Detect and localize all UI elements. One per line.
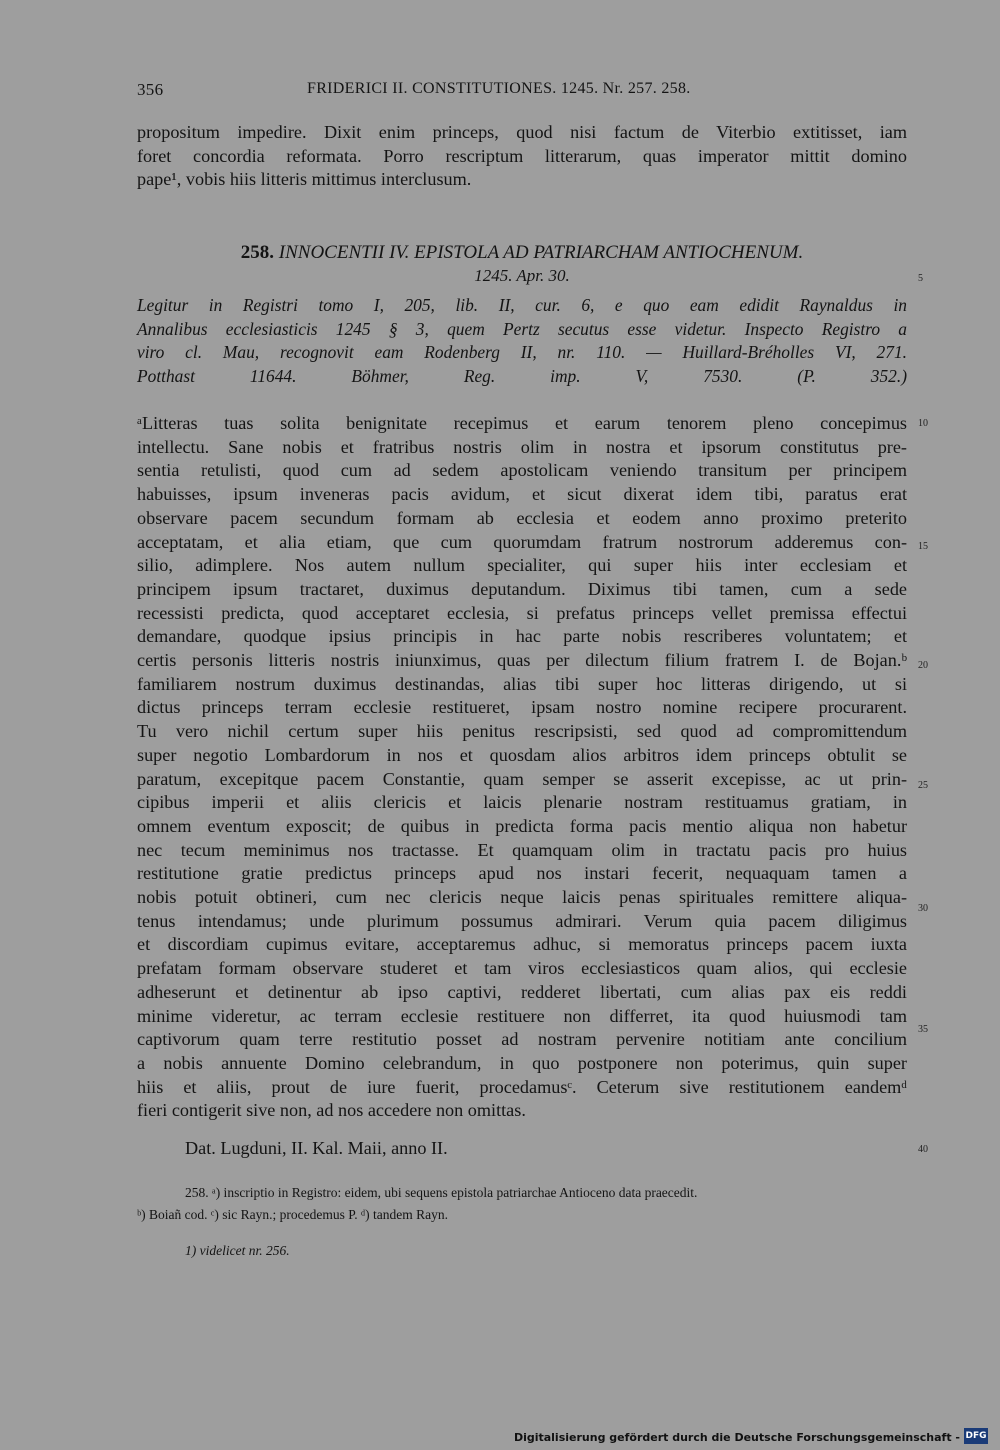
line-number: 15 bbox=[918, 541, 928, 552]
dating-clause: Dat. Lugduni, II. Kal. Maii, anno II. bbox=[185, 1138, 448, 1158]
line-number: 10 bbox=[918, 418, 928, 429]
body-line: prefatam formam observare studeret et tam viros ecclesiasticos quam alios, qui ecclesie bbox=[137, 958, 907, 979]
body-line: minime videretur, ac terram ecclesie restituere non differret, ita quod huiusmodi tam bbox=[137, 1005, 907, 1026]
body-line: cipibus imperii et aliis clericis et laicis plenarie nostram restituamus gratiam, in bbox=[137, 792, 907, 813]
document-intro bbox=[137, 294, 907, 388]
body-line: nec tecum meminimus nos tractasse. Et quamquam olim in tractatu pacis pro huius bbox=[137, 839, 907, 860]
line-number: 20 bbox=[918, 660, 928, 671]
body-line: a nobis annuente Domino celebrandum, in quo postponere non poterimus, quin super bbox=[137, 1052, 907, 1073]
previous-text bbox=[137, 121, 907, 192]
body-line: ᵃLitteras tuas solita benignitate recepimus et earum tenorem pleno concepimus bbox=[137, 413, 907, 433]
body-line: fieri contigerit sive non, ad nos accedere non omittas. bbox=[137, 1100, 526, 1121]
body-line: demandare, quodque ipsius principis in hac parte nobis rescriberes voluntatem; et bbox=[137, 626, 907, 647]
body-line: recessisti predicta, quod acceptaret ecclesia, si prefatus princeps vellet premissa effectui bbox=[137, 602, 907, 623]
document-title-text: INNOCENTII IV. EPISTOLA AD PATRIARCHAM ANTIOCHENUM. bbox=[278, 242, 804, 263]
footnote: 1) videlicet nr. 256. bbox=[185, 1243, 290, 1258]
document-date: 1245. Apr. 30. bbox=[474, 266, 570, 285]
body-line: super negotio Lombardorum in nos et quosdam alios arbitros idem princeps obtulit se bbox=[137, 744, 907, 765]
intro-line: Annalibus ecclesiasticis 1245 § 3, quem Pertz secutus esse videtur. Inspecto Registro a bbox=[137, 318, 907, 339]
dfg-logo: DFG bbox=[964, 1428, 988, 1444]
digitization-credit: Digitalisierung gefördert durch die Deutsche Forschungsgemeinschaft - bbox=[513, 1431, 960, 1444]
body-line: silio, adimplere. Nos autem nullum specialiter, qui super hiis inter ecclesiam et bbox=[137, 555, 907, 576]
body-line: tenus intendamus; unde plurimum possumus admirari. Verum quia pacem diligimus bbox=[137, 910, 907, 931]
body-line: nobis potuit obtineri, cum nec clericis neque laicis penas spirituales remittere aliqua- bbox=[137, 887, 907, 908]
body-line: captivorum quam terre restitutio posset ad nostram pervenire notitiam ante concilium bbox=[137, 1029, 907, 1050]
critical-apparatus bbox=[137, 1182, 907, 1226]
line-number: 35 bbox=[918, 1024, 928, 1035]
body-line: restitutione gratie predictus princeps apud nos instari fecerit, nequaquam tamen a bbox=[137, 863, 907, 884]
body-line: familiarem nostrum duximus destinandas, alias tibi super hoc litteras dirigendo, ut si bbox=[137, 673, 907, 694]
body-line: principem ipsum tractaret, duximus deputandum. Diximus tibi tamen, cum a sede bbox=[137, 578, 907, 599]
body-line: Tu vero nichil certum super hiis penitus rescripsisti, sed quod ad compromittendum bbox=[137, 721, 907, 742]
line-number: 25 bbox=[918, 780, 928, 791]
body-line: et discordiam cupimus evitare, acceptaremus adhuc, si memoratus princeps pacem iuxta bbox=[137, 934, 907, 955]
line-number: 40 bbox=[918, 1144, 928, 1155]
body-line: habuisses, ipsum inveneras pacis avidum, et sicut dixerat idem tibi, paratus erat bbox=[137, 484, 907, 505]
intro-line: viro cl. Mau, recognovit eam Rodenberg II, nr. 110. — Huillard-Bréholles VI, 271. bbox=[137, 342, 907, 362]
apparatus-line: 258. ᵃ) inscriptio in Registro: eidem, ubi sequens epistola patriarchae Antioceno data praecedit. bbox=[185, 1185, 698, 1200]
text-line: pape¹, vobis hiis litteris mittimus interclusum. bbox=[137, 169, 472, 190]
body-line: omnem eventum exposcit; de quibus in predicta forma pacis mentio aliqua non habetur bbox=[137, 815, 907, 836]
text-line: propositum impedire. Dixit enim princeps, quod nisi factum de Viterbio extitisset, iam bbox=[137, 122, 907, 142]
body-line: adheserunt et detinentur ab ipso captivi, redderet libertati, cum alias pax eis reddi bbox=[137, 981, 907, 1002]
document-body bbox=[137, 412, 907, 1123]
apparatus-line: ᵇ) Boiañ cod. ᶜ) sic Rayn.; procedemus P. ᵈ) tandem Rayn. bbox=[137, 1207, 449, 1222]
body-line: intellectu. Sane nobis et fratribus nostris olim in nostra et ipsorum constitutus pre- bbox=[137, 436, 907, 457]
intro-line: Legitur in Registri tomo I, 205, lib. II, cur. 6, e quo eam edidit Raynaldus in bbox=[137, 295, 907, 315]
document-title bbox=[137, 242, 907, 264]
line-number: 5 bbox=[918, 273, 923, 284]
line-number: 30 bbox=[918, 903, 928, 914]
running-title: FRIDERICI II. CONSTITUTIONES. 1245. Nr. 257. 258. bbox=[307, 80, 691, 97]
body-line: certis personis litteris nostris iniunximus, quas per dilectum filium fratrem I. de Bojan.ᵇ bbox=[137, 650, 907, 671]
body-line: hiis et aliis, prout de iure fuerit, procedamusᶜ. Ceterum sive restitutionem eandemᵈ bbox=[137, 1076, 907, 1097]
text-line: foret concordia reformata. Porro rescriptum litterarum, quas imperator mittit domino bbox=[137, 145, 907, 166]
body-line: paratum, excepitque pacem Constantie, quam semper se asserit excepisse, ac ut prin- bbox=[137, 768, 907, 789]
body-line: acceptatam, et alia etiam, que cum quorumdam fratrum nostrorum adderemus con- bbox=[137, 531, 907, 552]
body-line: observare pacem secundum formam ab ecclesia et eodem anno proximo preterito bbox=[137, 507, 907, 528]
body-line: dictus princeps terram ecclesie restitueret, ipsam nostro nomine recipere procurarent. bbox=[137, 697, 907, 718]
intro-line: Potthast 11644. Böhmer, Reg. imp. V, 7530. (P. 352.) bbox=[137, 365, 907, 386]
page-number: 356 bbox=[137, 80, 164, 99]
document-number: 258. bbox=[240, 242, 275, 263]
body-line: sentia retulisti, quod cum ad sedem apostolicam veniendo transitum per principem bbox=[137, 460, 907, 481]
